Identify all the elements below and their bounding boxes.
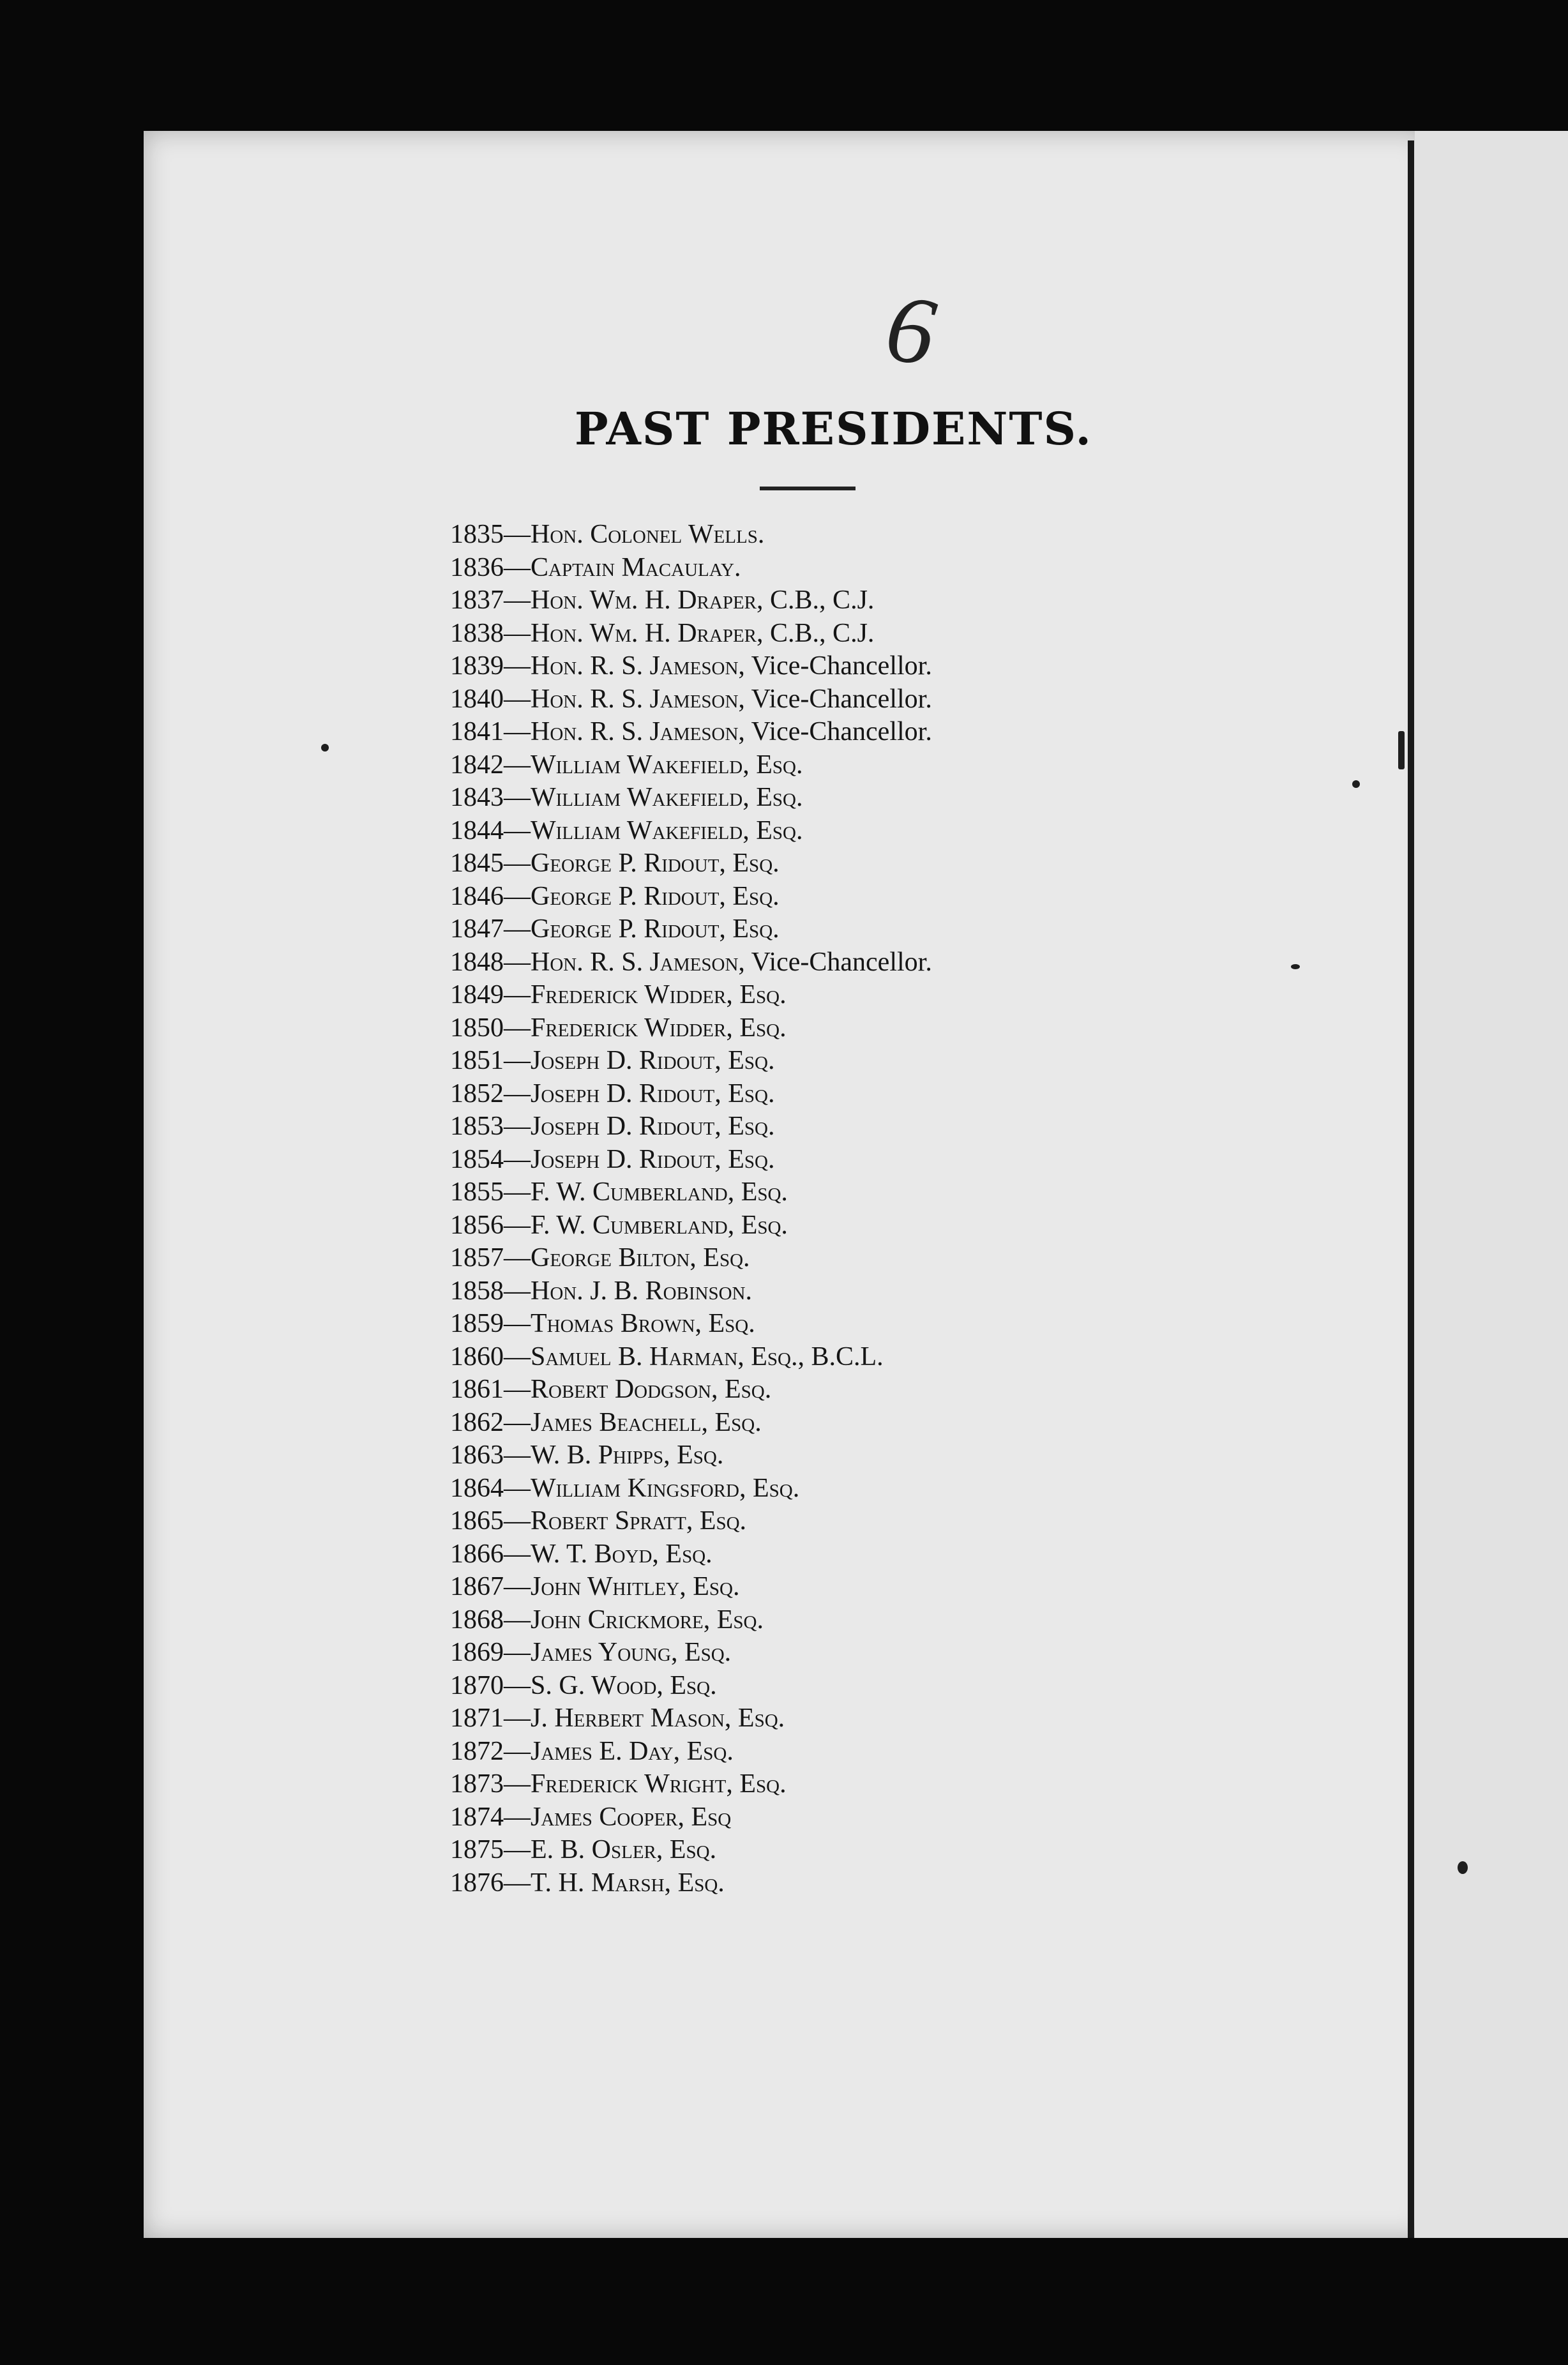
entry-name: Hon. Colonel Wells. xyxy=(531,520,765,549)
entry-name: W. B. Phipps, Esq. xyxy=(531,1440,724,1470)
list-item: 1876—T. H. Marsh, Esq. xyxy=(450,1868,725,1898)
entry-suffix: C.B., C.J. xyxy=(763,618,875,648)
entry-name: T. H. Marsh, Esq. xyxy=(531,1868,725,1898)
list-item: 1864—William Kingsford, Esq. xyxy=(450,1473,800,1503)
entry-name: J. Herbert Mason, Esq. xyxy=(531,1704,785,1733)
list-item: 1869—James Young, Esq. xyxy=(450,1638,732,1667)
list-item: 1845—George P. Ridout, Esq. xyxy=(450,849,780,878)
entry-name: James Beachell, Esq. xyxy=(531,1407,762,1437)
entry-name: Hon. R. S. Jameson, xyxy=(531,651,745,681)
entry-year: 1854 xyxy=(450,1144,504,1174)
entry-name: Samuel B. Harman, Esq., xyxy=(531,1341,804,1371)
list-item: 1863—W. B. Phipps, Esq. xyxy=(450,1440,724,1470)
entry-name: Joseph D. Ridout, Esq. xyxy=(531,1078,775,1108)
entry-name: Thomas Brown, Esq. xyxy=(531,1309,755,1338)
entry-year: 1869 xyxy=(450,1638,504,1667)
entry-name: John Whitley, Esq. xyxy=(531,1572,740,1601)
entry-year: 1845 xyxy=(450,849,504,878)
entry-name: Robert Dodgson, Esq. xyxy=(531,1375,772,1404)
list-item: 1866—W. T. Boyd, Esq. xyxy=(450,1539,712,1569)
list-item: 1857—George Bilton, Esq. xyxy=(450,1243,750,1273)
entry-suffix: B.C.L. xyxy=(804,1341,884,1371)
list-item: 1856—F. W. Cumberland, Esq. xyxy=(450,1210,788,1240)
list-item: 1844—William Wakefield, Esq. xyxy=(450,815,803,845)
entry-year: 1843 xyxy=(450,783,504,812)
list-item: 1848—Hon. R. S. Jameson, Vice-Chancellor. xyxy=(450,947,932,977)
list-item: 1875—E. B. Osler, Esq. xyxy=(450,1835,717,1864)
entry-name: Joseph D. Ridout, Esq. xyxy=(531,1046,775,1075)
list-item: 1858—Hon. J. B. Robinson. xyxy=(450,1276,752,1306)
entry-name: F. W. Cumberland, Esq. xyxy=(531,1210,788,1240)
list-item: 1836—Captain Macaulay. xyxy=(450,552,741,582)
entry-year: 1853 xyxy=(450,1112,504,1141)
past-presidents-list xyxy=(450,518,1376,1900)
entry-year: 1876 xyxy=(450,1868,504,1898)
entry-year: 1863 xyxy=(450,1440,504,1470)
list-item: 1841—Hon. R. S. Jameson, Vice-Chancellor. xyxy=(450,717,932,746)
entry-name: William Wakefield, Esq. xyxy=(531,815,803,845)
entry-year: 1855 xyxy=(450,1177,504,1207)
list-item: 1862—James Beachell, Esq. xyxy=(450,1407,762,1437)
entry-name: S. G. Wood, Esq. xyxy=(531,1670,717,1700)
entry-name: Joseph D. Ridout, Esq. xyxy=(531,1112,775,1141)
ink-speck xyxy=(321,744,329,752)
entry-name: John Crickmore, Esq. xyxy=(531,1605,764,1635)
entry-name: James E. Day, Esq. xyxy=(531,1736,734,1766)
entry-name: W. T. Boyd, Esq. xyxy=(531,1539,712,1569)
entry-name: William Wakefield, Esq. xyxy=(531,783,803,812)
entry-year: 1861 xyxy=(450,1375,504,1404)
entry-year: 1860 xyxy=(450,1341,504,1371)
list-item: 1868—John Crickmore, Esq. xyxy=(450,1605,764,1635)
entry-name: Frederick Widder, Esq. xyxy=(531,1013,787,1043)
entry-year: 1850 xyxy=(450,1013,504,1043)
list-item: 1872—James E. Day, Esq. xyxy=(450,1736,734,1766)
entry-name: William Kingsford, Esq. xyxy=(531,1473,800,1503)
entry-name: George P. Ridout, Esq. xyxy=(531,914,780,944)
list-item: 1840—Hon. R. S. Jameson, Vice-Chancellor. xyxy=(450,684,932,714)
entry-year: 1849 xyxy=(450,980,504,1009)
entry-year: 1857 xyxy=(450,1243,504,1273)
entry-suffix: C.B., C.J. xyxy=(763,586,875,615)
ink-speck xyxy=(1352,780,1360,788)
entry-name: Hon. R. S. Jameson, xyxy=(531,947,745,977)
list-item: 1842—William Wakefield, Esq. xyxy=(450,750,803,780)
entry-suffix: Vice-Chancellor. xyxy=(744,947,932,977)
entry-year: 1865 xyxy=(450,1506,504,1536)
entry-year: 1859 xyxy=(450,1309,504,1338)
entry-name: Frederick Widder, Esq. xyxy=(531,980,787,1009)
title-rule xyxy=(760,487,856,490)
entry-year: 1840 xyxy=(450,684,504,714)
list-item: 1855—F. W. Cumberland, Esq. xyxy=(450,1177,788,1207)
entry-year: 1862 xyxy=(450,1407,504,1437)
list-item: 1838—Hon. Wm. H. Draper, C.B., C.J. xyxy=(450,618,875,648)
entry-year: 1846 xyxy=(450,881,504,911)
list-item: 1860—Samuel B. Harman, Esq., B.C.L. xyxy=(450,1341,884,1371)
entry-year: 1852 xyxy=(450,1078,504,1108)
list-item: 1839—Hon. R. S. Jameson, Vice-Chancellor. xyxy=(450,651,932,681)
entry-year: 1866 xyxy=(450,1539,504,1569)
entry-name: Hon. Wm. H. Draper, xyxy=(531,586,764,615)
list-item: 1854—Joseph D. Ridout, Esq. xyxy=(450,1144,775,1174)
entry-name: Hon. R. S. Jameson, xyxy=(531,717,745,746)
entry-year: 1872 xyxy=(450,1736,504,1766)
list-item: 1837—Hon. Wm. H. Draper, C.B., C.J. xyxy=(450,586,875,615)
entry-name: James Cooper, Esq xyxy=(531,1802,732,1832)
list-item: 1867—John Whitley, Esq. xyxy=(450,1572,740,1601)
list-item: 1874—James Cooper, Esq xyxy=(450,1802,732,1832)
entry-year: 1864 xyxy=(450,1473,504,1503)
entry-name: Hon. J. B. Robinson. xyxy=(531,1276,752,1306)
page-title: PAST PRESIDENTS. xyxy=(575,402,1092,455)
list-item: 1835—Hon. Colonel Wells. xyxy=(450,520,765,549)
entry-name: Captain Macaulay. xyxy=(531,552,741,582)
entry-name: Hon. R. S. Jameson, xyxy=(531,684,745,714)
page-number: 6 xyxy=(879,274,942,386)
entry-year: 1858 xyxy=(450,1276,504,1306)
entry-year: 1836 xyxy=(450,552,504,582)
entry-name: William Wakefield, Esq. xyxy=(531,750,803,780)
entry-year: 1870 xyxy=(450,1670,504,1700)
entry-year: 1841 xyxy=(450,717,504,746)
entry-year: 1844 xyxy=(450,815,504,845)
entry-year: 1856 xyxy=(450,1210,504,1240)
list-item: 1865—Robert Spratt, Esq. xyxy=(450,1506,747,1536)
entry-name: Robert Spratt, Esq. xyxy=(531,1506,747,1536)
list-item: 1843—William Wakefield, Esq. xyxy=(450,783,803,812)
entry-name: George P. Ridout, Esq. xyxy=(531,849,780,878)
entry-year: 1851 xyxy=(450,1046,504,1075)
entry-year: 1835 xyxy=(450,520,504,549)
list-item: 1846—George P. Ridout, Esq. xyxy=(450,881,780,911)
ink-speck xyxy=(1291,964,1300,969)
entry-name: Frederick Wright, Esq. xyxy=(531,1769,787,1799)
entry-year: 1875 xyxy=(450,1835,504,1864)
book-spine xyxy=(1408,140,1414,2238)
entry-year: 1871 xyxy=(450,1704,504,1733)
entry-year: 1848 xyxy=(450,947,504,977)
list-item: 1853—Joseph D. Ridout, Esq. xyxy=(450,1112,775,1141)
entry-suffix: Vice-Chancellor. xyxy=(744,651,932,681)
list-item: 1851—Joseph D. Ridout, Esq. xyxy=(450,1046,775,1075)
list-item: 1849—Frederick Widder, Esq. xyxy=(450,980,787,1009)
entry-year: 1873 xyxy=(450,1769,504,1799)
list-item: 1859—Thomas Brown, Esq. xyxy=(450,1309,755,1338)
list-item: 1871—J. Herbert Mason, Esq. xyxy=(450,1704,785,1733)
entry-year: 1839 xyxy=(450,651,504,681)
entry-year: 1838 xyxy=(450,618,504,648)
entry-year: 1868 xyxy=(450,1605,504,1635)
entry-name: James Young, Esq. xyxy=(531,1638,732,1667)
entry-name: George P. Ridout, Esq. xyxy=(531,881,780,911)
entry-name: E. B. Osler, Esq. xyxy=(531,1835,717,1864)
entry-suffix: Vice-Chancellor. xyxy=(744,717,932,746)
entry-name: Joseph D. Ridout, Esq. xyxy=(531,1144,775,1174)
list-item: 1873—Frederick Wright, Esq. xyxy=(450,1769,787,1799)
entry-year: 1842 xyxy=(450,750,504,780)
entry-year: 1837 xyxy=(450,586,504,615)
list-item: 1870—S. G. Wood, Esq. xyxy=(450,1670,717,1700)
entry-suffix: Vice-Chancellor. xyxy=(744,684,932,714)
list-item: 1847—George P. Ridout, Esq. xyxy=(450,914,780,944)
list-item: 1852—Joseph D. Ridout, Esq. xyxy=(450,1078,775,1108)
entry-year: 1847 xyxy=(450,914,504,944)
entry-name: Hon. Wm. H. Draper, xyxy=(531,618,764,648)
ink-speck xyxy=(1458,1861,1468,1874)
entry-name: George Bilton, Esq. xyxy=(531,1243,750,1273)
ink-speck xyxy=(1398,731,1405,769)
entry-year: 1874 xyxy=(450,1802,504,1832)
entry-year: 1867 xyxy=(450,1572,504,1601)
facing-page-edge xyxy=(1415,131,1568,2238)
entry-name: F. W. Cumberland, Esq. xyxy=(531,1177,788,1207)
list-item: 1850—Frederick Widder, Esq. xyxy=(450,1013,787,1043)
list-item: 1861—Robert Dodgson, Esq. xyxy=(450,1375,772,1404)
